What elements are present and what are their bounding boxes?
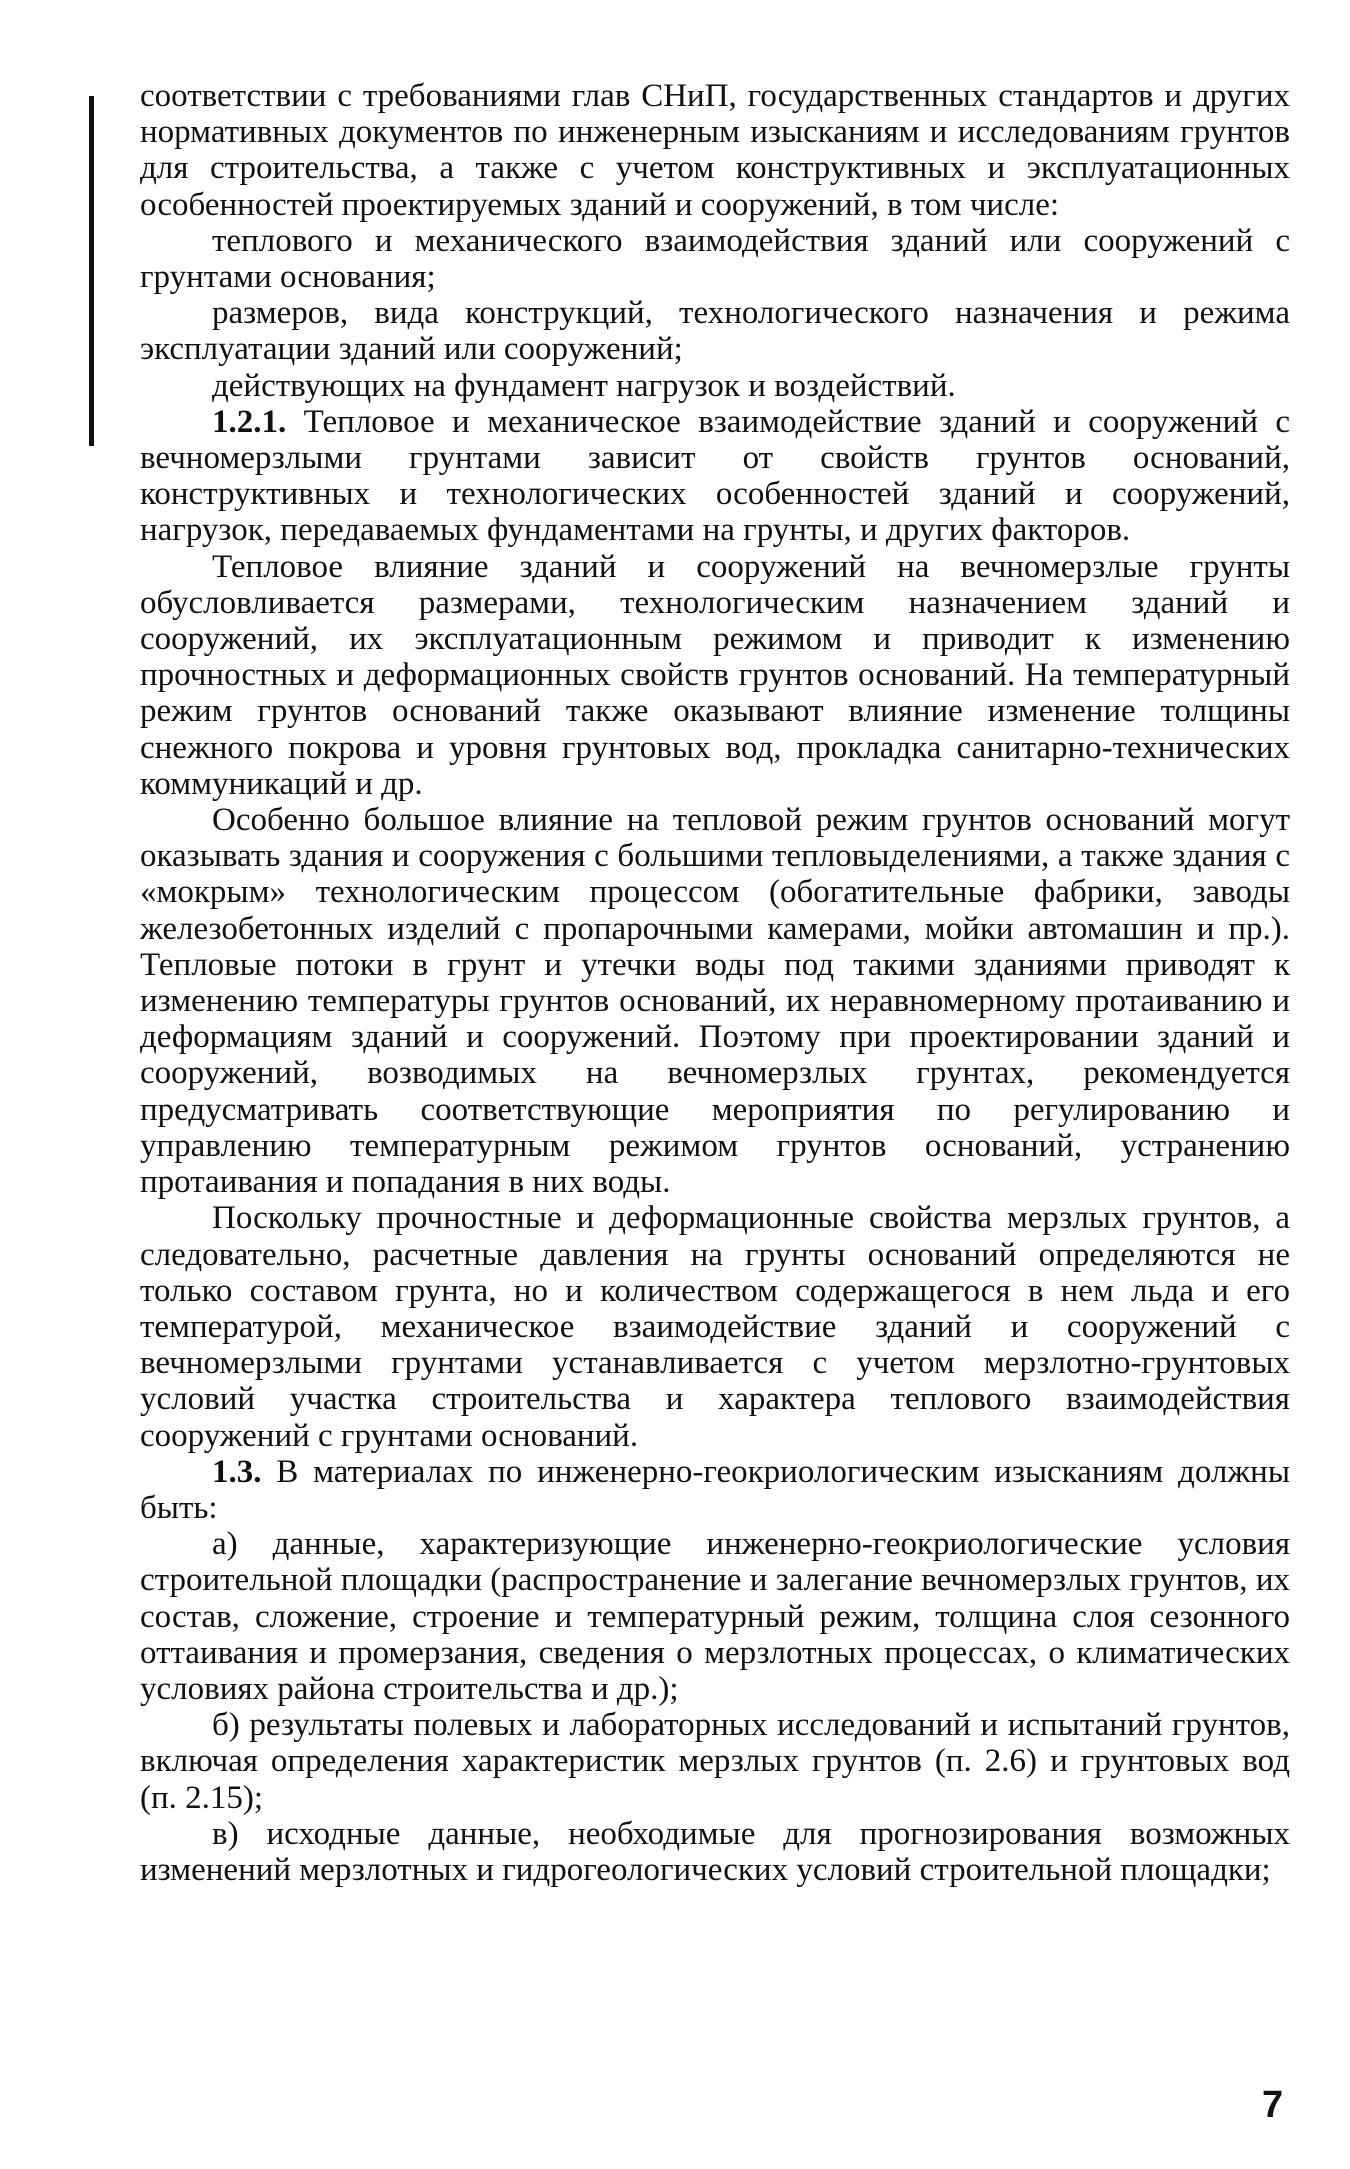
paragraph-thermal-influence: Тепловое влияние зданий и сооружений на вечномерзлые грунты обусловливается размерами, технологическим назначением зданий и сооружений, их эксплуатационным режимом и приводит к изменению прочностных и деформационных свойств грунтов оснований. На температурный режим грунтов оснований также оказывают влияние изменение толщины снежного покрова и уровня грунтовых вод, прокладка санитарно-технических коммуникаций и др.	[140, 548, 1290, 802]
section-number-1-2-1: 1.2.1.	[212, 403, 287, 440]
list-item-b: б) результаты полевых и лабораторных исследований и испытаний грунтов, включая определения характеристик мерзлых грунтов (п. 2.6) и грунтовых вод (п. 2.15);	[140, 1707, 1290, 1816]
paragraph-big-influence: Особенно большое влияние на тепловой режим грунтов оснований могут оказывать здания и сооружения с большими тепловыделениями, а также здания с «мокрым» технологическим процессом (обогатительные фабрики, заводы железобетонных изделий с пропарочными камерами, мойки автомашин и пр.). Тепловые потоки в грунт и утечки воды под такими зданиями приводят к изменению температуры грунтов оснований, их неравномерному протаиванию и деформациям зданий и сооружений. Поэтому при проектировании зданий и сооружений, возводимых на вечномерзлых грунтах, рекомендуется предусматривать соответствующие мероприятия по регулированию и управлению температурным режимом грунтов оснований, устранению протаивания и попадания в них воды.	[140, 802, 1290, 1201]
list-item-c: в) исходные данные, необходимые для прогнозирования возможных изменений мерзлотных и гидрогеологических условий строительной площадки;	[140, 1815, 1290, 1888]
page-number: 7	[1262, 2084, 1284, 2126]
paragraph-1-3	[140, 1454, 1290, 1526]
list-item-thermal-interaction: теплового и механического взаимодействия зданий или сооружений с грунтами основания;	[140, 222, 1290, 296]
section-number-1-3: 1.3.	[212, 1453, 262, 1490]
list-item-a: а) данные, характеризующие инженерно-геокриологические условия строительной площадки (распространение и залегание вечномерзлых грунтов, их состав, сложение, строение и температурный режим, толщина слоя сезонного оттаивания и промерзания, сведения о мерзлотных процессах, о климатических условиях района строительства и др.);	[140, 1526, 1290, 1707]
list-item-sizes: размеров, вида конструкций, технологического назначения и режима эксплуатации зданий или сооружений;	[140, 295, 1290, 368]
paragraph-1-2-1-text: Тепловое и механическое взаимодействие зданий и сооружений с вечномерзлыми грунтами зависит от свойств грунтов оснований, конструктивных и технологических особенностей зданий и сооружений, нагрузок, передаваемых фундаментами на грунты, и других факторов.	[140, 403, 1290, 549]
paragraph-intro: соответствии с требованиями глав СНиП, государственных стандартов и других нормативных документов по инженерным изысканиям и исследованиям грунтов для строительства, а также с учетом конструктивных и эксплуатационных особенностей проектируемых зданий и сооружений, в том числе:	[140, 78, 1290, 223]
list-item-loads: действующих на фундамент нагрузок и воздействий.	[212, 367, 956, 404]
margin-change-bar	[89, 96, 94, 446]
paragraph-since-strength: Поскольку прочностные и деформационные свойства мерзлых грунтов, а следовательно, расчетные давления на грунты оснований определяются не только составом грунта, но и количеством содержащегося в нем льда и его температурой, механическое взаимодействие зданий и сооружений с вечномерзлыми грунтами устанавливается с учетом мерзлотно-грунтовых условий участка строительства и характера теплового взаимодействия сооружений с грунтами оснований.	[140, 1200, 1290, 1454]
paragraph-1-3-text: В материалах по инженерно-геокриологическим изысканиям должны быть:	[140, 1453, 1290, 1526]
paragraph-1-2-1	[140, 404, 1290, 549]
document-page-text	[140, 78, 1290, 1888]
